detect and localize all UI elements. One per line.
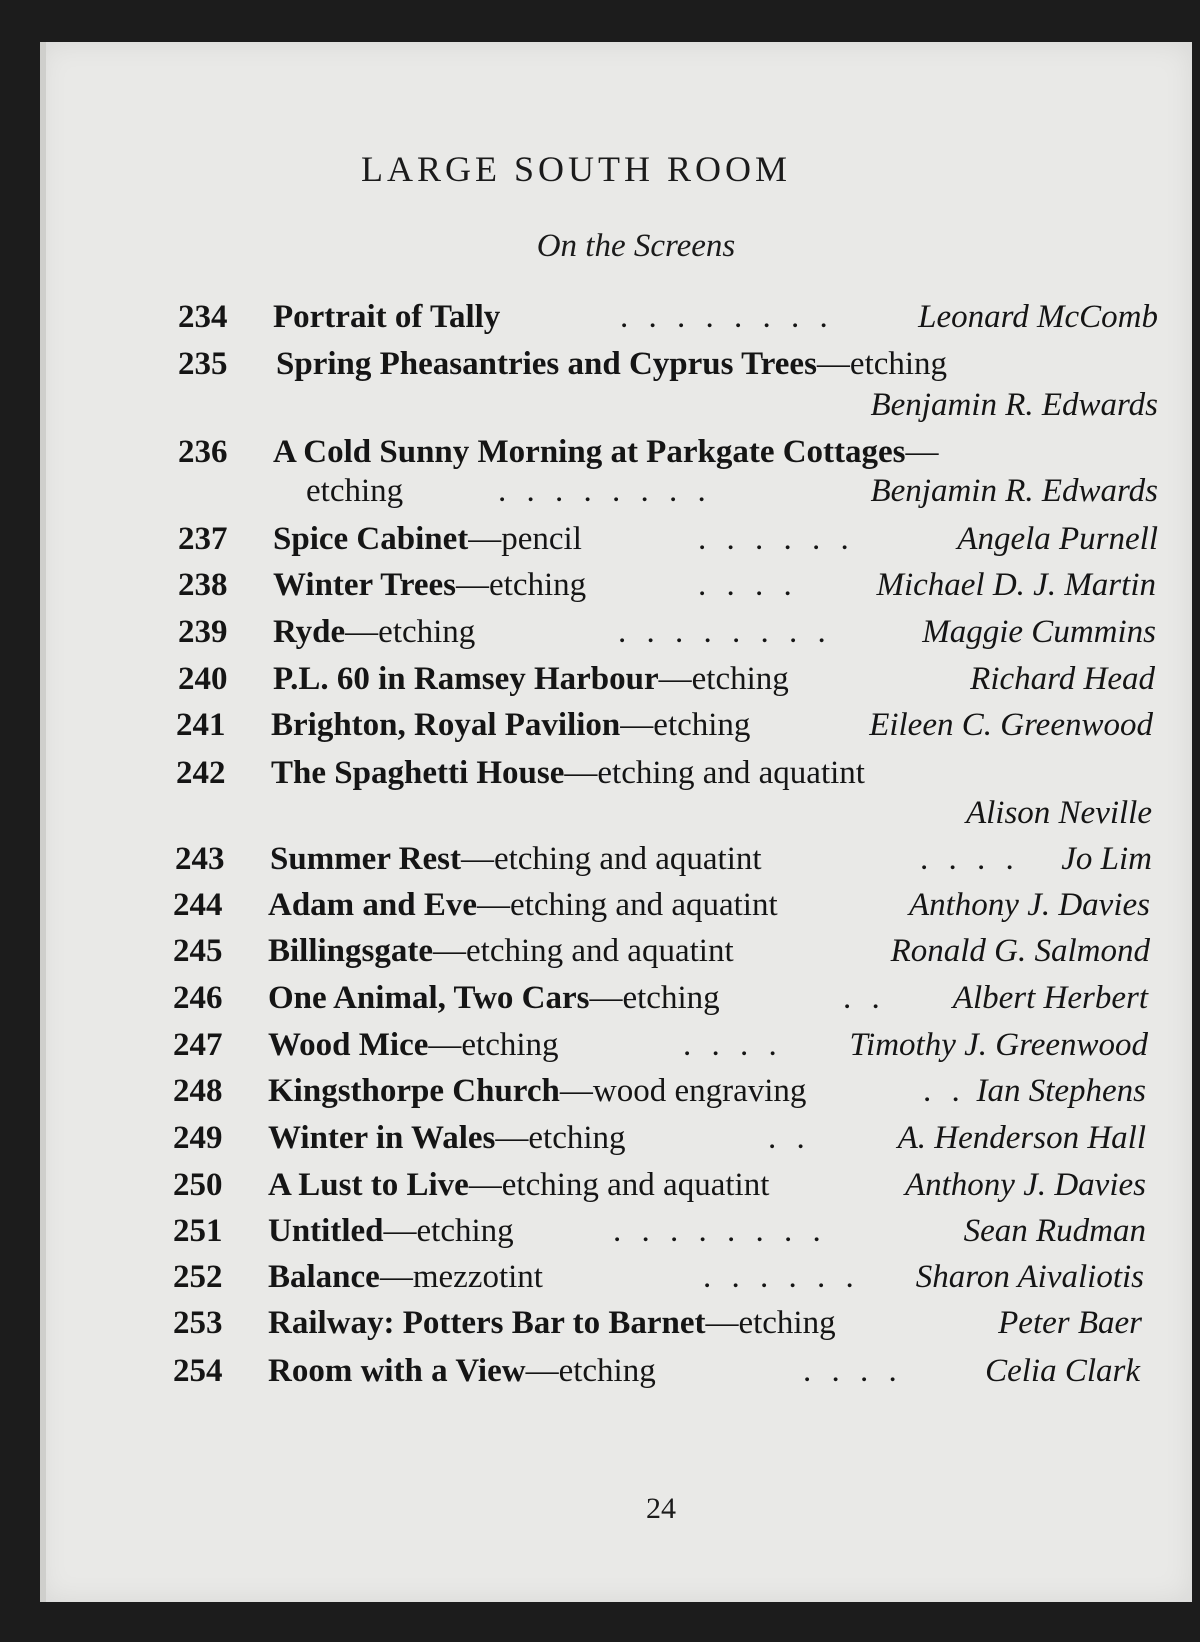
work-title: Summer Rest [270,841,461,877]
list-item [175,838,1152,880]
artist-name: A. Henderson Hall [897,1120,1146,1156]
work-title: Balance [268,1259,380,1295]
work-medium: —etching [345,614,476,650]
catalogue-number: 240 [178,661,228,697]
catalogue-number: 236 [178,434,228,470]
work-title: Room with a View [268,1353,526,1389]
artist-name: Michael D. J. Martin [876,567,1156,603]
work-medium: —wood engraving [559,1073,807,1109]
artist-name: Sharon Aivaliotis [915,1259,1144,1295]
catalogue-page [40,42,1192,1602]
catalogue-number: 253 [173,1305,223,1341]
work-title: Railway: Potters Bar to Barnet [268,1305,706,1341]
list-item [178,431,1158,473]
catalogue-number: 245 [173,933,223,969]
list-item [173,884,1150,926]
work-medium: etching [306,473,404,509]
list-item [178,343,1158,385]
list-item [178,518,1158,560]
work-title: Untitled [268,1213,384,1249]
work-title: One Animal, Two Cars [268,980,590,1016]
list-item [173,1256,1144,1298]
work-medium: —etching [620,707,751,743]
leader-dots: . . [768,1120,811,1156]
artist-name: Sean Rudman [963,1213,1146,1249]
work-medium: —etching and aquatint [468,1167,770,1203]
work-title: Ryde [273,614,346,650]
catalogue-number: 252 [173,1259,223,1295]
list-item [178,611,1156,653]
work-title: Winter in Wales [268,1120,496,1156]
work-title: The Spaghetti House [271,755,565,791]
page-number: 24 [646,1492,676,1525]
artist-name: Alison Neville [965,795,1152,831]
leader-dots: . . . . . . [698,521,855,557]
artist-name: Leonard McComb [918,299,1158,335]
catalogue-number: 237 [178,521,228,557]
page-edge [40,42,46,1602]
work-medium: — [905,434,939,470]
leader-dots: . . [923,1073,966,1109]
catalogue-number: 254 [173,1353,223,1389]
artist-name: Anthony J. Davies [908,887,1150,923]
work-medium: —etching [383,1213,514,1249]
list-item [178,296,1158,338]
work-title: Wood Mice [268,1027,429,1063]
list-item [178,658,1155,700]
work-medium: —etching [525,1353,656,1389]
leader-dots: . . . . [683,1027,783,1063]
work-medium: —etching and aquatint [477,887,778,923]
artist-name: Ronald G. Salmond [890,933,1150,969]
work-medium: —etching [495,1120,626,1156]
artist-name: Angela Purnell [957,521,1158,557]
work-medium: —etching and aquatint [460,841,762,877]
artist-name: Celia Clark [985,1353,1140,1389]
artist-name: Maggie Cummins [922,614,1156,650]
artist-name: Benjamin R. Edwards [870,387,1158,423]
leader-dots: . . . . . . . . [620,299,834,335]
work-medium: —etching [428,1027,559,1063]
catalogue-number: 238 [178,567,228,603]
catalogue-number: 249 [173,1120,223,1156]
list-item [173,1164,1146,1206]
work-title: Billingsgate [268,933,434,969]
work-title: Adam and Eve [268,887,478,923]
work-medium: —etching [816,346,948,382]
artist-name: Peter Baer [998,1305,1142,1341]
work-title: Portrait of Tally [273,299,501,335]
section-subheading: On the Screens [536,228,736,264]
artist-name: Timothy J. Greenwood [849,1027,1148,1063]
work-title: Brighton, Royal Pavilion [271,707,621,743]
artist-name: Anthony J. Davies [904,1167,1146,1203]
work-title: P.L. 60 in Ramsey Harbour [273,661,659,697]
catalogue-number: 243 [175,841,225,877]
list-item [173,1070,1146,1112]
artist-name: Richard Head [970,661,1155,697]
leader-dots: . . . . [803,1353,903,1389]
leader-dots: . . . . [920,841,1020,877]
list-item-continuation [178,470,1158,512]
leader-dots: . . . . . . . . [613,1213,827,1249]
leader-dots: . . . . . . . . [498,473,712,509]
catalogue-number: 244 [173,887,223,923]
work-medium: —etching [658,661,789,697]
room-heading: LARGE SOUTH ROOM [360,149,791,189]
work-title: A Cold Sunny Morning at Parkgate Cottages [273,434,906,470]
list-item [173,977,1148,1019]
work-medium: —etching [705,1305,836,1341]
list-item [178,564,1156,606]
work-medium: —etching [456,567,587,603]
artist-name: Eileen C. Greenwood [869,707,1153,743]
artist-name: Jo Lim [1061,841,1152,877]
catalogue-number: 239 [178,614,228,650]
catalogue-number: 242 [176,755,226,791]
catalogue-number: 250 [173,1167,223,1203]
work-medium: —pencil [468,521,582,557]
list-item [173,1302,1142,1344]
catalogue-number: 247 [173,1027,223,1063]
list-item [176,704,1153,746]
catalogue-number: 241 [176,707,226,743]
catalogue-number: 251 [173,1213,223,1249]
artist-name: Benjamin R. Edwards [870,473,1158,509]
work-title: Spice Cabinet [273,521,469,557]
work-medium: —etching and aquatint [564,755,865,791]
list-item [173,1350,1140,1392]
work-medium: —etching and aquatint [433,933,734,969]
work-medium: —etching [589,980,720,1016]
leader-dots: . . . . . . [703,1259,860,1295]
artist-name: Ian Stephens [976,1073,1146,1109]
work-title: Winter Trees [273,567,457,603]
catalogue-number: 246 [173,980,223,1016]
catalogue-number: 234 [178,299,228,335]
leader-dots: . . [843,980,886,1016]
work-title: Kingsthorpe Church [268,1073,560,1109]
list-item [173,1024,1148,1066]
catalogue-number: 248 [173,1073,223,1109]
list-item [173,1210,1146,1252]
leader-dots: . . . . [698,567,798,603]
leader-dots: . . . . . . . . [618,614,832,650]
list-item [176,752,1153,794]
list-item [173,930,1150,972]
work-title: A Lust to Live [268,1167,469,1203]
work-title: Spring Pheasantries and Cyprus Trees [276,346,817,382]
work-medium: —mezzotint [379,1259,543,1295]
catalogue-number: 235 [178,346,228,382]
artist-name: Albert Herbert [952,980,1148,1016]
list-item [173,1117,1146,1159]
